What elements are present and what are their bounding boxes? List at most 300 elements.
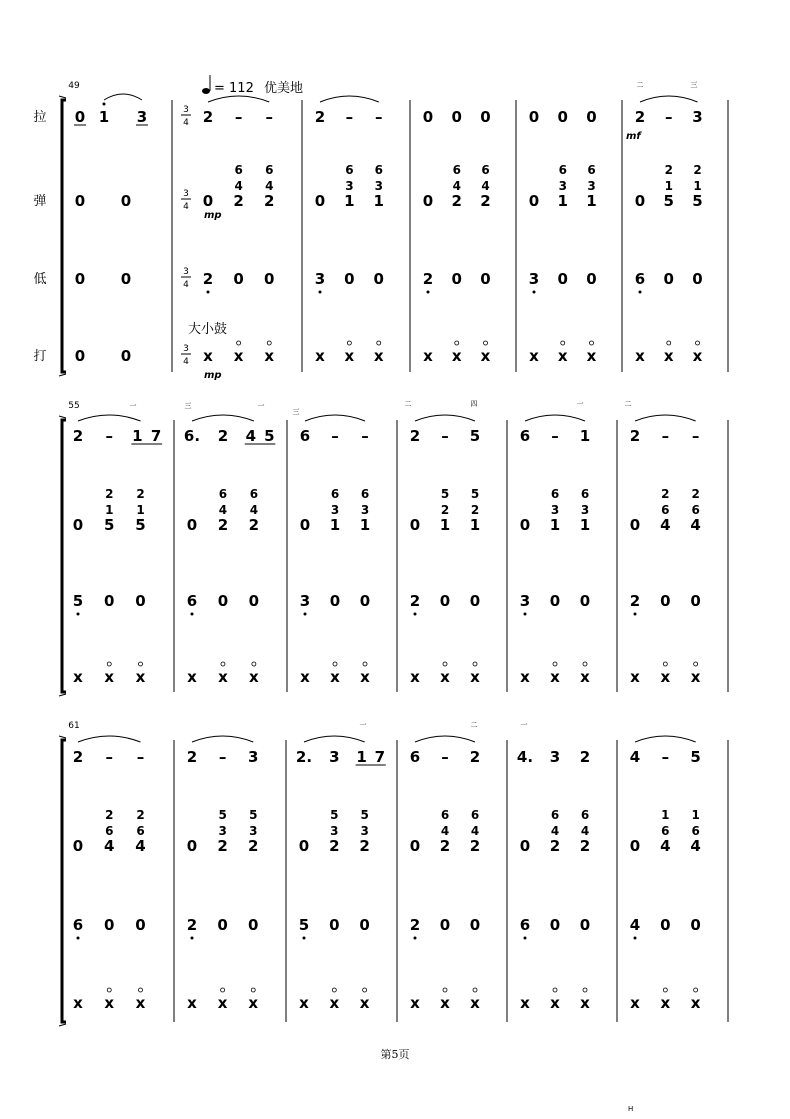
open-mark [139, 988, 143, 992]
time-sig-top: 3 [183, 189, 189, 199]
da-note: x [663, 347, 674, 365]
di-note: 0 [579, 916, 591, 934]
da-note: x [135, 994, 146, 1012]
open-mark [139, 662, 143, 666]
string-mark: 三 [184, 402, 192, 410]
open-mark [667, 341, 671, 345]
da-note: x [580, 668, 590, 686]
da-note: x [557, 347, 568, 365]
di-note: 2 [186, 916, 198, 934]
string-mark: 三 [292, 408, 300, 416]
slur [78, 736, 141, 742]
da-note: x [359, 994, 370, 1012]
da-note: x [635, 347, 645, 365]
string-mark: 二 [470, 721, 478, 729]
la-note: 7 [374, 748, 385, 766]
slur [415, 415, 475, 421]
da-note: x [550, 668, 560, 686]
tan-note: 2 [579, 837, 591, 855]
la-note: 0 [451, 108, 462, 126]
la-note: – [441, 748, 449, 766]
la-note: 2 [629, 427, 641, 445]
di-note: 5 [72, 592, 84, 610]
tan-chord-mid: 3 [330, 503, 340, 517]
di-note: 6 [519, 916, 531, 934]
tan-note: 2 [217, 516, 229, 534]
tan-chord-mid: 1 [105, 503, 114, 517]
la-note: 0 [557, 108, 568, 126]
da-note: x [480, 347, 491, 365]
tan-chord-top: 6 [374, 163, 383, 177]
la-note: – [105, 427, 113, 445]
la-note: 2 [409, 427, 421, 445]
tan-chord-top: 2 [105, 487, 114, 501]
tan-chord-mid: 6 [691, 503, 700, 517]
string-mark: 三 [690, 81, 698, 89]
da-note: x [330, 668, 340, 686]
di-note: 0 [359, 916, 370, 934]
slur [192, 736, 253, 742]
di-note: 0 [692, 270, 703, 288]
tan-chord-mid: 3 [374, 179, 383, 193]
tan-chord-mid: 3 [360, 503, 370, 517]
octave-dot [207, 291, 210, 294]
open-mark [694, 662, 698, 666]
la-note: – [136, 748, 145, 766]
octave-dot [191, 937, 194, 940]
tan-note: 1 [329, 516, 341, 534]
open-mark [107, 988, 111, 992]
tan-chord-mid: 6 [661, 824, 670, 838]
tan-chord-top: 6 [550, 808, 560, 822]
dynamic-mp: mp [204, 370, 222, 381]
di-note: 6 [634, 270, 646, 288]
di-note: 5 [298, 916, 310, 934]
tan-note: 0 [629, 516, 641, 534]
la-note: 2 [217, 427, 229, 445]
la-note: 5 [264, 427, 275, 445]
octave-dot [634, 613, 637, 616]
time-sig-bottom: 4 [183, 118, 189, 128]
tan-chord-top: 1 [691, 808, 700, 822]
instrument-label-da-label: 打 [33, 349, 47, 364]
di-note: 0 [135, 592, 146, 610]
da-note: x [580, 994, 590, 1012]
da-note: x [249, 668, 259, 686]
string-mark: 二 [624, 400, 632, 408]
tan-note: 4 [660, 516, 671, 534]
tan-note: 0 [74, 192, 86, 210]
di-note: 0 [660, 592, 671, 610]
open-mark [267, 341, 271, 345]
tan-note: 0 [120, 192, 132, 210]
da-note: x [329, 994, 340, 1012]
time-sig-bottom: 4 [183, 280, 189, 290]
tan-note: 0 [186, 516, 198, 534]
corner-mark: H [628, 1105, 634, 1113]
la-note: 2 [579, 748, 591, 766]
string-mark: 一 [520, 721, 528, 729]
da-note: 0 [120, 347, 132, 365]
da-note: x [373, 347, 384, 365]
la-note: 0 [480, 108, 491, 126]
bracket-curl [59, 374, 66, 376]
tan-note: 2 [480, 192, 491, 210]
open-mark [221, 662, 225, 666]
tan-note: 0 [299, 516, 311, 534]
da-note: x [520, 994, 530, 1012]
tan-chord-mid: 4 [234, 179, 243, 193]
la-note: 3 [329, 748, 340, 766]
open-mark [553, 988, 557, 992]
slur [635, 415, 696, 421]
di-note: 3 [314, 270, 326, 288]
dynamic-mp: mp [204, 210, 222, 221]
measure-number: 61 [68, 721, 80, 731]
tan-note: 2 [248, 837, 259, 855]
tan-note: 2 [549, 837, 561, 855]
di-note: 0 [439, 592, 451, 610]
la-note: – [105, 748, 113, 766]
tan-note: 0 [519, 837, 531, 855]
string-mark: 一 [129, 402, 137, 410]
da-note: x [135, 668, 146, 686]
tan-chord-top: 5 [360, 808, 369, 822]
tan-chord-top: 5 [330, 808, 339, 822]
di-note: 0 [135, 916, 146, 934]
tan-note: 1 [549, 516, 561, 534]
open-mark [107, 662, 111, 666]
tan-chord-top: 6 [234, 163, 243, 177]
tan-note: 1 [373, 192, 384, 210]
tan-note: 2 [439, 837, 451, 855]
open-mark [252, 662, 256, 666]
da-note: x [315, 347, 325, 365]
tan-chord-top: 2 [693, 163, 702, 177]
tan-note: 1 [557, 192, 568, 210]
string-mark: 二 [636, 81, 644, 89]
slur [304, 736, 365, 742]
open-mark [484, 341, 488, 345]
la-note: 2 [186, 748, 198, 766]
tan-chord-top: 6 [587, 163, 596, 177]
di-note: 0 [579, 592, 591, 610]
tan-chord-mid: 6 [691, 824, 700, 838]
tan-note: 0 [409, 516, 421, 534]
open-mark [221, 988, 225, 992]
tan-note: 0 [634, 192, 646, 210]
string-mark: 四 [470, 400, 478, 408]
da-note: x [344, 347, 355, 365]
tan-note: 5 [104, 516, 115, 534]
la-note: 6 [299, 427, 311, 445]
tan-note: 1 [586, 192, 597, 210]
da-note: x [550, 994, 560, 1012]
la-note: – [234, 108, 243, 126]
octave-dot [414, 613, 417, 616]
open-mark [590, 341, 594, 345]
tan-chord-mid: 4 [452, 179, 461, 193]
octave-dot [414, 937, 417, 940]
slur [415, 736, 475, 742]
tan-chord-mid: 2 [470, 503, 480, 517]
la-note: 1 [356, 748, 367, 766]
system-bracket [62, 420, 66, 692]
tan-chord-mid: 2 [440, 503, 450, 517]
tan-chord-top: 2 [661, 487, 670, 501]
tan-note: 2 [469, 837, 481, 855]
tan-chord-top: 5 [470, 487, 480, 501]
tan-chord-top: 5 [218, 808, 227, 822]
open-mark [583, 662, 587, 666]
tan-chord-mid: 3 [580, 503, 590, 517]
di-note: 0 [104, 916, 115, 934]
tan-chord-top: 6 [580, 487, 590, 501]
time-sig-bottom: 4 [183, 202, 189, 212]
da-note: x [423, 347, 433, 365]
tan-chord-mid: 6 [136, 824, 145, 838]
la-note: 1 [132, 427, 143, 445]
da-note: x [300, 668, 310, 686]
tan-chord-top: 5 [249, 808, 258, 822]
tan-note: 4 [104, 837, 115, 855]
di-note: 6 [72, 916, 84, 934]
di-note: 0 [248, 916, 259, 934]
open-mark [696, 341, 700, 345]
open-mark [694, 988, 698, 992]
di-note: 0 [359, 592, 371, 610]
da-note: x [187, 668, 197, 686]
tan-note: 0 [72, 516, 84, 534]
tan-note: 4 [135, 837, 146, 855]
octave-dot [524, 613, 527, 616]
da-note: x [203, 347, 213, 365]
di-note: 3 [299, 592, 311, 610]
da-note: 0 [74, 347, 86, 365]
la-note: 4. [516, 748, 534, 766]
tan-chord-mid: 3 [558, 179, 567, 193]
octave-dot [103, 103, 106, 106]
time-sig-top: 3 [183, 105, 189, 115]
tan-note: 1 [439, 516, 451, 534]
tan-chord-top: 6 [452, 163, 461, 177]
tan-chord-top: 6 [440, 808, 450, 822]
la-note: – [375, 108, 383, 126]
tan-note: 0 [314, 192, 326, 210]
tan-chord-top: 6 [558, 163, 567, 177]
tan-chord-top: 2 [136, 487, 145, 501]
tan-chord-top: 6 [550, 487, 560, 501]
di-note: 0 [549, 592, 561, 610]
tan-note: 4 [690, 837, 701, 855]
tan-note: 1 [579, 516, 591, 534]
la-note: 2. [295, 748, 313, 766]
da-note: x [104, 994, 115, 1012]
open-mark [663, 988, 667, 992]
tan-note: 2 [329, 837, 340, 855]
la-note: 4 [245, 427, 256, 445]
di-note: 0 [248, 592, 260, 610]
string-mark: 一 [576, 400, 584, 408]
da-note: x [451, 347, 462, 365]
la-note: – [665, 108, 673, 126]
da-note: x [73, 994, 83, 1012]
da-note: x [187, 994, 197, 1012]
da-note: x [248, 994, 259, 1012]
la-note: 3 [136, 108, 148, 126]
open-mark [473, 988, 477, 992]
octave-dot [191, 613, 194, 616]
tan-chord-mid: 4 [481, 179, 490, 193]
la-note: 5 [469, 427, 481, 445]
di-note: 0 [74, 270, 86, 288]
di-note: 2 [629, 592, 641, 610]
time-sig-top: 3 [183, 344, 189, 354]
da-note: x [690, 994, 701, 1012]
octave-dot [77, 937, 80, 940]
la-note: 1 [579, 427, 591, 445]
slur [305, 415, 365, 421]
octave-dot [533, 291, 536, 294]
octave-dot [304, 613, 307, 616]
quarter-note-icon [202, 88, 210, 94]
da-note: x [440, 994, 450, 1012]
bracket-curl [59, 96, 66, 98]
tan-chord-top: 2 [136, 808, 145, 822]
tan-note: 2 [359, 837, 370, 855]
time-sig-bottom: 4 [183, 357, 189, 367]
tan-chord-top: 5 [440, 487, 450, 501]
la-note: 2 [72, 427, 84, 445]
tan-chord-mid: 3 [218, 824, 227, 838]
tan-chord-top: 1 [661, 808, 670, 822]
la-note: 3 [549, 748, 561, 766]
tan-note: 2 [264, 192, 275, 210]
open-mark [583, 988, 587, 992]
tan-chord-top: 6 [580, 808, 590, 822]
octave-dot [634, 937, 637, 940]
measure-number: 55 [68, 401, 80, 411]
di-note: 0 [690, 916, 701, 934]
di-note: 3 [528, 270, 540, 288]
tan-chord-top: 2 [691, 487, 700, 501]
tan-chord-top: 6 [360, 487, 370, 501]
instrument-label-tan-label: 弹 [33, 194, 47, 209]
open-mark [363, 662, 367, 666]
open-mark [455, 341, 459, 345]
tan-chord-mid: 1 [136, 503, 145, 517]
tan-note: 0 [519, 516, 531, 534]
tan-chord-top: 6 [345, 163, 354, 177]
di-note: 0 [104, 592, 115, 610]
instrument-label-la-label: 拉 [33, 110, 47, 125]
di-note: 0 [217, 592, 229, 610]
open-mark [443, 988, 447, 992]
bracket-curl [59, 416, 66, 418]
di-note: 0 [373, 270, 384, 288]
tan-chord-mid: 3 [345, 179, 354, 193]
la-note: 6 [519, 427, 531, 445]
di-note: 0 [329, 592, 341, 610]
da-note: x [440, 668, 450, 686]
tan-chord-mid: 6 [105, 824, 114, 838]
di-note: 0 [480, 270, 491, 288]
octave-dot [77, 613, 80, 616]
di-note: 0 [660, 916, 671, 934]
la-note: – [691, 427, 700, 445]
la-note: 2 [314, 108, 326, 126]
da-note: x [218, 668, 228, 686]
expression-marking: 优美地 [264, 81, 304, 96]
tan-note: 2 [217, 837, 228, 855]
page-number: 第5页 [380, 1048, 410, 1061]
slur [78, 415, 141, 421]
la-note: 6. [183, 427, 201, 445]
tan-chord-mid: 4 [440, 824, 450, 838]
tan-note: 0 [298, 837, 310, 855]
bracket-curl [59, 1024, 66, 1026]
di-note: 3 [519, 592, 531, 610]
tan-chord-mid: 1 [693, 179, 702, 193]
open-mark [663, 662, 667, 666]
tan-chord-mid: 4 [580, 824, 590, 838]
tan-note: 5 [692, 192, 703, 210]
dynamic-mf: mf [626, 131, 641, 142]
da-note: x [470, 668, 480, 686]
la-note: – [265, 108, 273, 126]
open-mark [333, 662, 337, 666]
di-note: 2 [202, 270, 214, 288]
da-note: x [410, 668, 420, 686]
open-mark [553, 662, 557, 666]
tan-note: 4 [690, 516, 701, 534]
string-mark: 二 [404, 400, 412, 408]
la-note: – [345, 108, 354, 126]
open-mark [561, 341, 565, 345]
slur [320, 96, 379, 102]
string-mark: 一 [359, 721, 367, 729]
di-note: 0 [586, 270, 597, 288]
da-note: x [217, 994, 228, 1012]
instrument-label-di-label: 低 [33, 272, 47, 287]
da-note: x [410, 994, 420, 1012]
da-note: x [104, 668, 115, 686]
tempo-marking: = 112 [214, 81, 254, 96]
la-note: 2 [72, 748, 84, 766]
system-bracket [62, 100, 66, 372]
slur [640, 96, 698, 102]
la-note: – [661, 427, 670, 445]
di-note: 0 [690, 592, 701, 610]
tan-note: 4 [660, 837, 671, 855]
tan-note: 2 [451, 192, 462, 210]
di-note: 0 [469, 592, 481, 610]
la-note: 6 [409, 748, 421, 766]
time-sig-top: 3 [183, 267, 189, 277]
la-note: – [551, 427, 559, 445]
tan-note: 0 [629, 837, 641, 855]
tan-chord-mid: 3 [550, 503, 560, 517]
slur [192, 415, 254, 421]
tan-chord-mid: 4 [470, 824, 480, 838]
tan-note: 0 [72, 837, 84, 855]
da-note: x [660, 994, 671, 1012]
di-note: 2 [409, 916, 421, 934]
tan-chord-mid: 4 [550, 824, 560, 838]
slur [104, 94, 142, 100]
da-note: x [360, 668, 370, 686]
la-note: 4 [629, 748, 641, 766]
